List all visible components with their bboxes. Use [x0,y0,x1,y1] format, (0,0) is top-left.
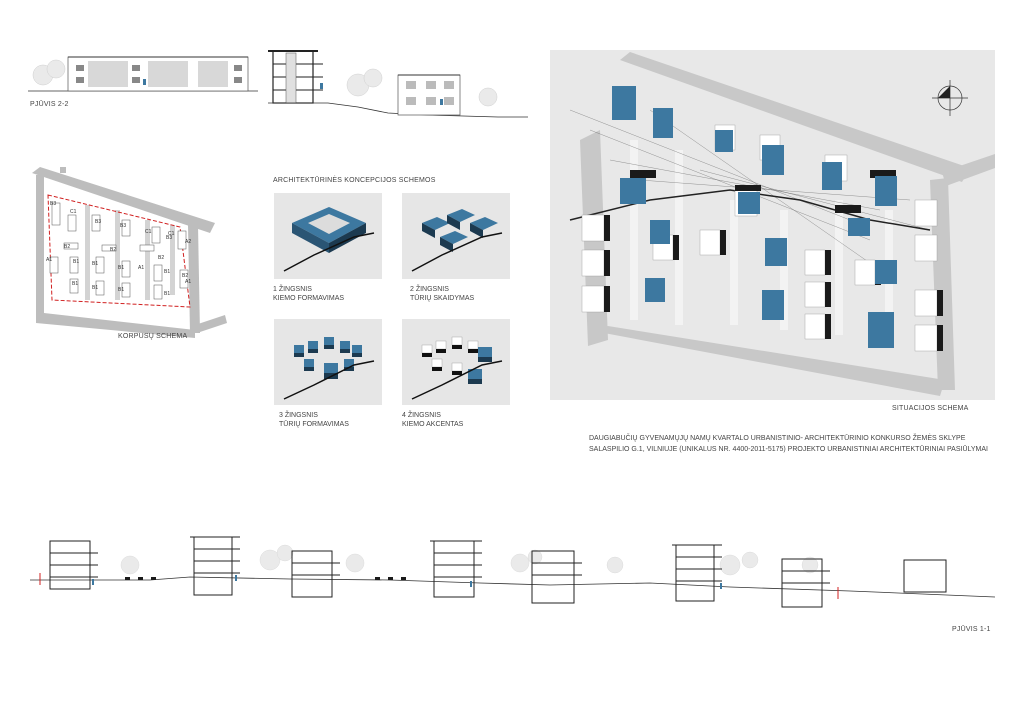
korpusu-tag: B1 [72,281,79,287]
concept-step-4-image [402,319,510,405]
concept-step-1-image [274,193,382,279]
korpusu-tag: B3 [95,219,102,225]
korpusu-tag: A1 [46,257,53,263]
korpusu-tag: B3 [166,235,173,241]
korpusu-schema-drawing [30,165,230,355]
korpusu-tag: C1 [168,231,175,237]
korpusu-tag: B2 [182,273,189,279]
korpusu-schema-label: KORPUSŲ SCHEMA [118,333,188,340]
korpusu-tag: A1 [185,279,192,285]
korpusu-tag: B3 [50,201,57,207]
korpusu-tag: B2 [64,244,71,250]
concept-step-2-label: 2 ŽINGSNIS TŪRIŲ SKAIDYMAS [410,286,475,302]
project-title-line-1: DAUGIABUČIŲ GYVENAMŲJŲ NAMŲ KVARTALO URBANISTINIO- ARCHITEKTŪRINIO KONKURSO ŽEMĖS SKLYPE [589,435,966,442]
korpusu-tag: C1 [145,229,152,235]
korpusu-tag: A1 [138,265,145,271]
concept-step-2-image [402,193,510,279]
concept-step-3-image [274,319,382,405]
section-1-1-label: PJŪVIS 1-1 [952,626,991,633]
korpusu-tag: B1 [164,291,171,297]
korpusu-tag: B1 [164,269,171,275]
concept-step-1-label: 1 ŽINGSNIS KIEMO FORMAVIMAS [273,286,345,302]
korpusu-tag: B1 [73,259,80,265]
korpusu-tag: B2 [158,255,165,261]
korpusu-tag: B1 [92,285,99,291]
section-2-2-drawing [28,45,528,125]
project-title [589,433,988,455]
korpusu-tag: B1 [92,261,99,267]
situation-schema-label: SITUACIJOS SCHEMA [892,405,969,412]
korpusu-tag: C1 [70,209,77,215]
korpusu-tag: B3 [120,223,127,229]
section-2-2-label: PJŪVIS 2-2 [30,101,69,108]
korpusu-tag: A2 [185,239,192,245]
situation-schema-drawing [550,50,995,400]
concept-step-4-label: 4 ŽINGSNIS KIEMO AKCENTAS [402,412,464,428]
concept-step-3-label: 3 ŽINGSNIS TŪRIŲ FORMAVIMAS [279,412,349,428]
section-1-1-drawing [30,525,995,610]
korpusu-tag: B1 [118,287,125,293]
korpusu-tag: B2 [110,247,117,253]
concept-heading: ARCHITEKTŪRINĖS KONCEPCIJOS SCHEMOS [273,177,436,184]
project-title-line-2: SALASPILIO G.1, VILNIUJE (UNIKALUS NR. 4400-2011-5175) PROJEKTO URBANISTINIAI ARCHITEKTŪRINIAI PASIŪLYMAI [589,446,988,453]
korpusu-tag: B1 [118,265,125,271]
